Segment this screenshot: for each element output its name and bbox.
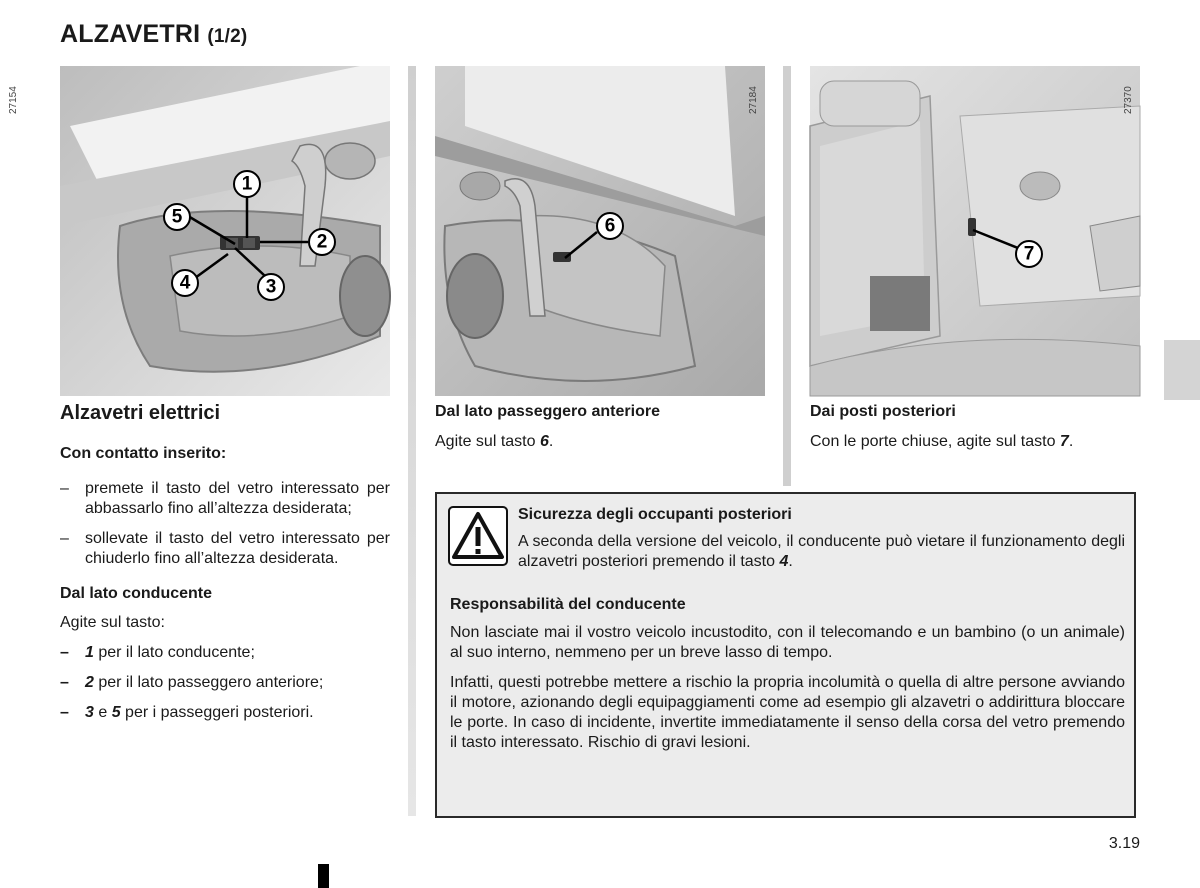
- text: .: [788, 553, 793, 570]
- text: .: [548, 433, 554, 450]
- column-1-text: [60, 402, 390, 733]
- subheading-ignition: Con contatto inserito:: [60, 445, 227, 462]
- button-number: 5: [111, 704, 121, 721]
- list-item: [60, 643, 390, 663]
- page-title: [60, 20, 247, 49]
- button-number: 3: [85, 704, 94, 721]
- button-list: [60, 643, 390, 723]
- callout-labels-photo2: [435, 66, 765, 396]
- list-dash: –: [60, 704, 69, 721]
- list-item-text: per i passeggeri posteriori.: [120, 704, 314, 721]
- warning-box: [435, 492, 1136, 818]
- callout-7: 7: [1023, 243, 1035, 265]
- callout-labels-photo3: [810, 66, 1140, 396]
- subheading-driver-side: Dal lato conducente: [60, 585, 213, 602]
- list-item-text: e: [93, 704, 112, 721]
- list-item: [60, 673, 390, 693]
- list-item: [60, 529, 390, 569]
- callout-6: 6: [604, 215, 616, 237]
- column-divider: [783, 66, 791, 486]
- warning-text: Non lasciate mai il vostro veicolo incustodito, con il telecomando e un bambino (o un animale) al suo interno, nemmeno per un breve lasso di tempo.: [450, 624, 1125, 661]
- button-number: 6: [539, 433, 549, 450]
- list-dash: –: [60, 644, 69, 661]
- intro-text: Agite sul tasto:: [60, 614, 165, 631]
- text: .: [1068, 433, 1074, 450]
- callout-2: 2: [316, 231, 328, 253]
- page-number: 3.19: [1108, 835, 1140, 852]
- section-heading: Alzavetri elettrici: [60, 402, 221, 424]
- button-number: 4: [779, 553, 789, 570]
- text: Con le porte chiuse, agite sul tasto: [810, 433, 1060, 450]
- list-item-text: sollevate il tasto del vetro interessato per chiuderlo fino all’altezza desiderata.: [85, 530, 390, 567]
- callout-5: 5: [171, 206, 183, 228]
- photo-reference-number: 27370: [1123, 86, 1134, 114]
- body-text: [810, 432, 1150, 452]
- section-side-tab: [1164, 340, 1200, 400]
- list-dash: –: [60, 530, 69, 547]
- list-item-text: premete il tasto del vetro interessato per abbassarlo fino all’altezza desiderata;: [85, 480, 390, 517]
- subheading-rear-seats: Dai posti posteriori: [810, 403, 956, 420]
- warning-text: Infatti, questi potrebbe mettere a rischio la propria incolumità o quella di altre persone avviando il motore, azionando degli equipaggiamenti come ad esempio gli alzavetri o addirittura bloccare le porte. In caso di incidente, invertite immediatamente il senso della corsa del vetro premendo il tasto interessato. Rischio di gravi lesioni.: [450, 674, 1125, 751]
- warning-triangle-icon: [448, 506, 508, 566]
- photo-reference-number: 27154: [8, 86, 19, 114]
- warning-title: Sicurezza degli occupanti posteriori: [518, 506, 792, 523]
- body-text: [435, 432, 775, 452]
- page-title-part: (1/2): [207, 26, 248, 47]
- list-item-text: per il lato conducente;: [93, 644, 255, 661]
- callout-4: 4: [179, 272, 191, 294]
- page-title-main: ALZAVETRI: [60, 20, 201, 48]
- subheading-front-passenger: Dal lato passeggero anteriore: [435, 403, 660, 420]
- button-number: 2: [85, 674, 94, 691]
- button-number: 7: [1059, 433, 1069, 450]
- photo-reference-number: 27184: [748, 86, 759, 114]
- button-number: 1: [85, 644, 94, 661]
- list-item-text: per il lato passeggero anteriore;: [93, 674, 324, 691]
- list-dash: –: [60, 480, 69, 497]
- callout-3: 3: [265, 276, 277, 298]
- warning-section-2: [450, 596, 1125, 753]
- warning-section-1: [518, 506, 1125, 572]
- list-item: [60, 703, 390, 723]
- text: Agite sul tasto: [435, 433, 540, 450]
- list-dash: –: [60, 674, 69, 691]
- footer-marker: [318, 864, 329, 888]
- text: A seconda della versione del veicolo, il conducente può vietare il funzionamento degli alzavetri posteriori premendo il tasto: [518, 533, 1125, 570]
- column-3-text: [810, 403, 1150, 452]
- instruction-list: [60, 479, 390, 569]
- list-item: [60, 479, 390, 519]
- callout-1: 1: [241, 173, 253, 195]
- column-divider: [408, 66, 416, 816]
- column-2-text: [435, 403, 775, 452]
- callout-labels-photo1: [60, 66, 390, 396]
- warning-title: Responsabilità del conducente: [450, 596, 686, 613]
- warning-text: [518, 532, 1125, 572]
